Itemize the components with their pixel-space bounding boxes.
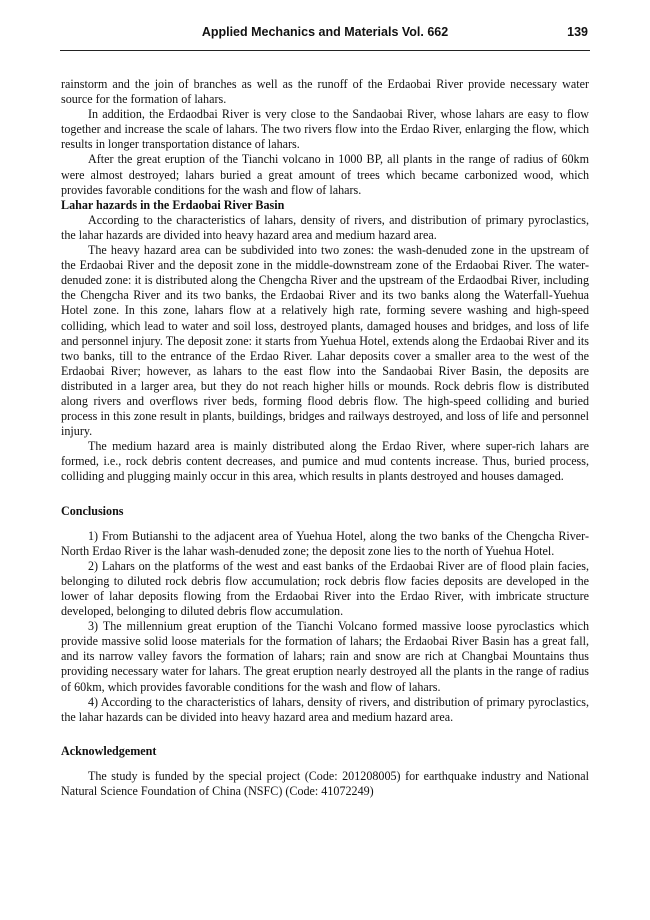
running-header [60,22,590,46]
section-heading-conclusions: Conclusions [61,503,124,518]
spacer [61,725,589,744]
spacer [61,485,589,504]
paragraph: The heavy hazard area can be subdivided into two zones: the wash-denuded zone in the upstream of the Erdaobai River and the deposit zone in the middle-downstream zone of the Erdaobai River. The water-denuded zone: it is distributed along the Chengcha River and the upstream of the Erdaodbai River, including the Chengcha River and its two banks, the Erdaobai River and its two banks along the Waterfall-Yuehua Hotel zone. In this zone, lahars flow at a relatively high rate, forming severe washing and high-speed colliding, which lead to water and soil loss, destroyed plants, damaged houses and bridges, and loss of life and personnel injury. The deposit zone: it starts from Yuehua Hotel, extends along the Erdaobai River and its two banks, till to the entrance of the Erdao River. Lahar deposits cover a smaller area to the west of the Erdaobai River; however, as lahars to the east flow into the Sandaobai River Basin, the deposits are distributed in a larger area, but they do not reach higher hills or mounds. Rock debris flow is distributed along rivers and overflows river beds, forming flood debris flow. The high-speed colliding and buried process in this zone result in plants, buildings, bridges and railways destroyed, and loss of life and personnel injury. [61,243,589,439]
paragraph-continued: rainstorm and the join of branches as well as the runoff of the Erdaobai River provide necessary water source for the formation of lahars. [61,77,589,107]
header-rule [60,50,590,51]
journal-title: Applied Mechanics and Materials Vol. 662 [201,25,449,39]
paragraph: In addition, the Erdaodbai River is very close to the Sandaobai River, whose lahars are easy to flow together and increase the scale of lahars. The two rivers flow into the Erdao River, enlarging the flow, which results in longer transportation distance of lahars. [61,107,589,152]
spacer [61,759,589,769]
article-body [61,77,589,799]
conclusion-item: 1) From Butianshi to the adjacent area of Yuehua Hotel, along the two banks of the Chengcha River-North Erdao River is the lahar wash-denuded zone; the deposit zone lies to the north of Yuehua Hotel. [61,528,589,558]
conclusion-item: 4) According to the characteristics of lahars, density of rivers, and distribution of primary pyroclastics, the lahar hazards can be divided into heavy hazard area and medium hazard area. [61,694,589,724]
paragraph: The medium hazard area is mainly distributed along the Erdao River, where super-rich lahars are formed, i.e., rock debris content decreases, and pumice and mud contents increase. Thus, buried process, colliding and plugging mainly occur in this area, which results in plants destroyed and houses damaged. [61,439,589,484]
conclusion-item: 2) Lahars on the platforms of the west and east banks of the Erdaobai River are of flood plain facies, belonging to diluted rock debris flow accumulation; rock debris flow facies deposits are developed in the lower of lahar deposits flowing from the Erdaobai River into the Erdao River, with imbricate structure developed, belonging to diluted debris flow accumulation. [61,558,589,619]
paragraph: According to the characteristics of lahars, density of rivers, and distribution of primary pyroclastics, the lahar hazards are divided into heavy hazard area and medium hazard area. [61,212,589,242]
section-heading-acknowledgement: Acknowledgement [61,743,157,758]
acknowledgement-text: The study is funded by the special project (Code: 201208005) for earthquake industry and National Natural Science Foundation of China (NSFC) (Code: 41072249) [61,768,589,799]
spacer [61,519,589,529]
paragraph: After the great eruption of the Tianchi volcano in 1000 BP, all plants in the range of radius of 60km were almost destroyed; lahars buried a great amount of trees which became carbonized wood, which provides favorable conditions for the wash and flow of lahars. [61,152,589,197]
page-number: 139 [567,25,588,39]
conclusion-item: 3) The millennium great eruption of the Tianchi Volcano formed massive loose pyroclastics which provide massive solid loose materials for the formation of lahars; the Erdaobai River Basin has a great fall, and its narrow valley favors the formation of lahars; rain and snow are rich at Changbai Mountains thus providing necessary water for lahars. The great eruption nearly destroyed all the plants in the range of radius of 60km, which provides favorable conditions for the wash and flow of lahars. [61,619,589,694]
section-heading-lahar-hazards: Lahar hazards in the Erdaobai River Basin [61,197,285,212]
